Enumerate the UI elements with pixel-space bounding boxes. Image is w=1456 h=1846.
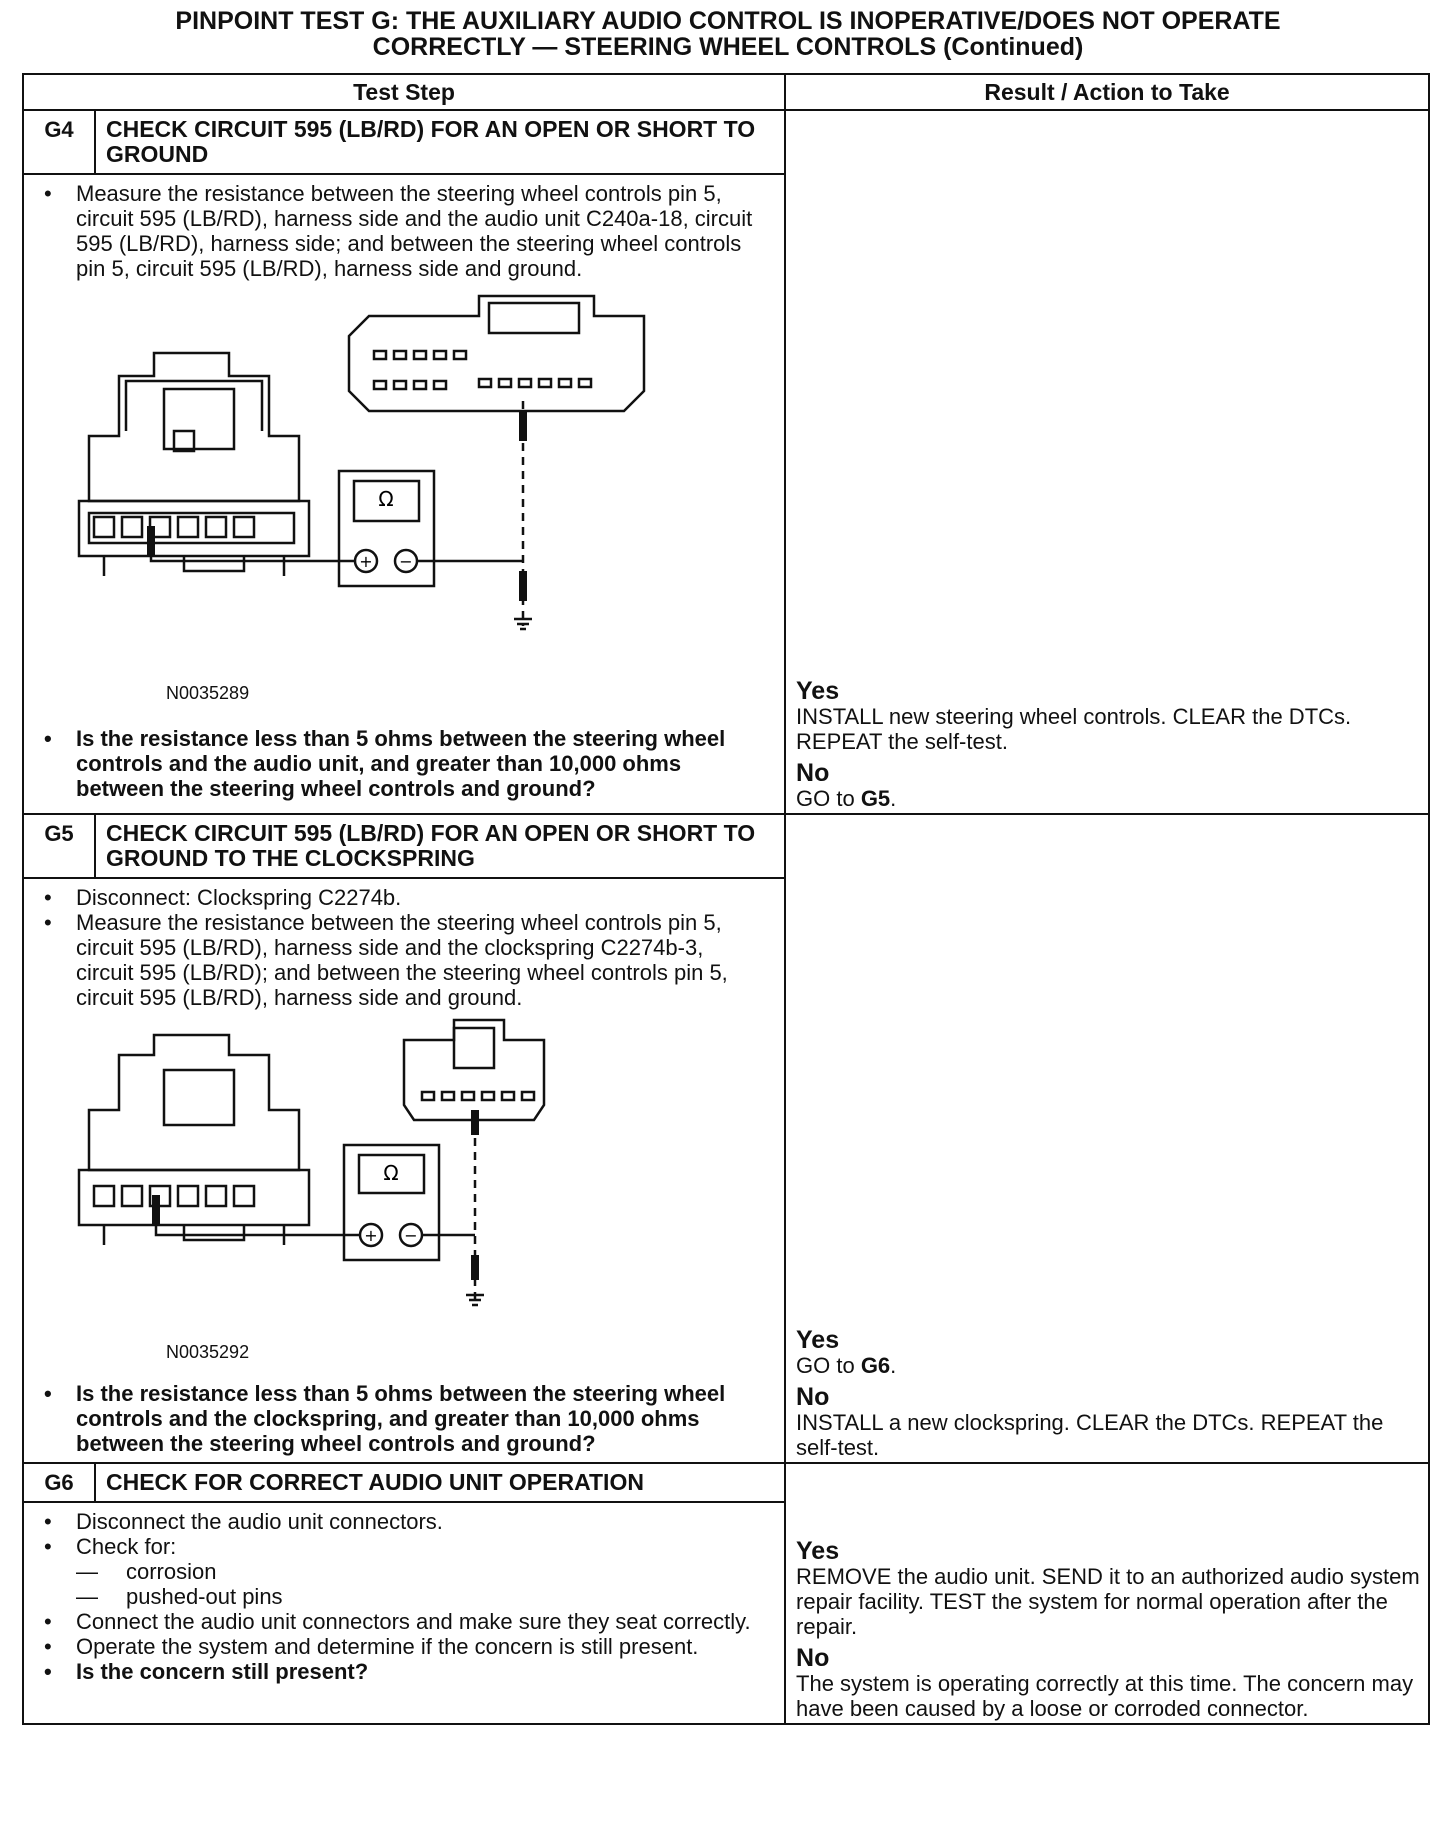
- result-yes-text: INSTALL new steering wheel controls. CLEAR the DTCs. REPEAT the self-test.: [796, 704, 1352, 754]
- bullet-item: • Check for: — corrosion — pushed-out pins: [34, 1534, 754, 1609]
- step-body-g4: [23, 174, 785, 814]
- steering-wheel-controls-connector: [79, 353, 309, 576]
- bullet-item: • Connect the audio unit connectors and make sure they seat correctly.: [34, 1609, 754, 1634]
- wiring-diagram-g4: [34, 281, 684, 681]
- clockspring-connector: [404, 1020, 544, 1120]
- svg-text:+: +: [364, 1226, 378, 1245]
- bullet-item: • Measure the resistance between the steering wheel controls pin 5, circuit 595 (LB/RD), harness side and the audio unit C240a-18, circuit 595 (LB/RD), harness side; and between the steering wheel controls pin 5, circuit 595 (LB/RD), harness side and ground.: [34, 181, 754, 281]
- steering-wheel-controls-connector: [79, 1035, 309, 1245]
- step-body-g5: [23, 878, 785, 1463]
- svg-text:Ω: Ω: [383, 1161, 399, 1185]
- ohm-symbol: Ω: [378, 487, 394, 511]
- bullet-item: • Operate the system and determine if the concern is still present.: [34, 1634, 754, 1659]
- question: • Is the concern still present?: [34, 1659, 754, 1684]
- step-title-g6: CHECK FOR CORRECT AUDIO UNIT OPERATION: [95, 1463, 785, 1502]
- result-yes-text: GO to G6.: [796, 1353, 897, 1378]
- wiring-diagram-g5: [34, 1010, 684, 1340]
- svg-text:+: +: [359, 552, 373, 571]
- result-no-text: GO to G5.: [796, 786, 897, 811]
- bullet-item: • Disconnect the audio unit connectors.: [34, 1509, 754, 1534]
- step-id-g6: G6: [23, 1463, 95, 1502]
- audio-unit-connector: [349, 296, 644, 411]
- figure-code: N0035292: [166, 1342, 250, 1362]
- question: • Is the resistance less than 5 ohms between the steering wheel controls and the audio unit, and greater than 10,000 ohms between the steering wheel controls and ground?: [34, 726, 754, 801]
- result-no-text: The system is operating correctly at this time. The concern may have been caused by a loose or corroded connector.: [796, 1671, 1414, 1721]
- step-ref-link: G5: [860, 786, 891, 811]
- figure-code: N0035289: [166, 683, 250, 703]
- result-no-label: No: [796, 1644, 830, 1672]
- step-id-g4: G4: [23, 110, 95, 174]
- result-yes-label: Yes: [796, 1326, 840, 1354]
- col-header-test-step: Test Step: [23, 74, 785, 110]
- svg-text:−: −: [404, 1226, 418, 1245]
- svg-text:−: −: [399, 552, 413, 571]
- bullet-item: • Measure the resistance between the steering wheel controls pin 5, circuit 595 (LB/RD), harness side and the clockspring C2274b-3, circuit 595 (LB/RD); and between the steering wheel controls pin 5, circuit 595 (LB/RD), harness side and ground.: [34, 910, 754, 1010]
- title-line-1: PINPOINT TEST G: THE AUXILIARY AUDIO CONTROL IS INOPERATIVE/DOES NOT OPERATE: [175, 7, 1281, 35]
- result-g4: [785, 110, 1429, 814]
- col-header-result: Result / Action to Take: [785, 74, 1429, 110]
- step-id-g5: G5: [23, 814, 95, 878]
- pinpoint-test-table: [22, 73, 1430, 1725]
- result-no-text: INSTALL a new clockspring. CLEAR the DTCs. REPEAT the self-test.: [796, 1410, 1384, 1460]
- result-yes-label: Yes: [796, 1537, 840, 1565]
- title-line-2: CORRECTLY — STEERING WHEEL CONTROLS (Continued): [372, 33, 1084, 61]
- step-body-g6: [23, 1502, 785, 1724]
- result-yes-text: REMOVE the audio unit. SEND it to an authorized audio system repair facility. TEST the system for normal operation after the repair.: [796, 1564, 1420, 1639]
- sub-item: — pushed-out pins: [76, 1584, 754, 1609]
- ground-symbol: [514, 619, 532, 629]
- bullet-item: • Disconnect: Clockspring C2274b.: [34, 885, 754, 910]
- question: • Is the resistance less than 5 ohms between the steering wheel controls and the clockspring, and greater than 10,000 ohms between the steering wheel controls and ground?: [34, 1381, 754, 1456]
- step-title-g4: CHECK CIRCUIT 595 (LB/RD) FOR AN OPEN OR SHORT TO GROUND: [95, 110, 785, 174]
- result-no-label: No: [796, 1383, 830, 1411]
- page-title: [0, 8, 1456, 60]
- result-no-label: No: [796, 759, 830, 787]
- step-ref-link: G6: [860, 1353, 891, 1378]
- result-yes-label: Yes: [796, 677, 840, 705]
- result-g6: [785, 1463, 1429, 1724]
- step-title-g5: CHECK CIRCUIT 595 (LB/RD) FOR AN OPEN OR SHORT TO GROUND TO THE CLOCKSPRING: [95, 814, 785, 878]
- sub-item: — corrosion: [76, 1559, 754, 1584]
- result-g5: [785, 814, 1429, 1463]
